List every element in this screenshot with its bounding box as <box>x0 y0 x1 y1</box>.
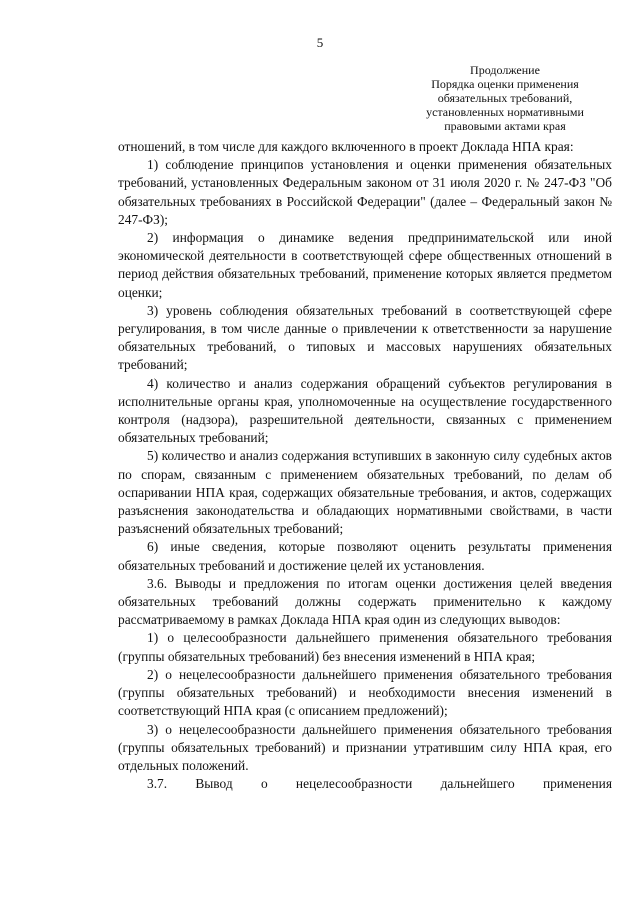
list-item-5: 5) количество и анализ содержания вступивших в законную силу судебных актов по спорам, связанным с применением обязательных требований, по делам об оспаривании НПА края, содержащих обязательные требования, и актов, содержащих разъяснения законодательства и обладающих нормативными свойствами, в части разъяснений обязательных требований; <box>118 448 612 537</box>
section-3-6: 3.6. Выводы и предложения по итогам оценки достижения целей введения обязательных требований должны содержать применительно к каждому рассматриваемому в рамках Доклада НПА края один из следующих выводов: <box>118 575 612 628</box>
header-note-line: обязательных требований, <box>437 91 573 105</box>
list-item-3: 3) уровень соблюдения обязательных требований в соответствующей сфере регулирования, в том числе данные о привлечении к ответственности за нарушение обязательных требований, о типовых и массовых нарушениях обязательных требований; <box>118 302 612 373</box>
list-item-2: 2) информация о динамике ведения предпринимательской или иной экономической деятельности в соответствующей сфере общественных отношений в период действия обязательных требований, применение которых является предметом оценки; <box>118 230 612 300</box>
list-item-4: 4) количество и анализ содержания обращений субъектов регулирования в исполнительные органы края, уполномоченные на осуществление государственного контроля (надзора), разрешительной деятельности, связанных с применением обязательных требований; <box>118 375 612 446</box>
header-note-line: установленных нормативными <box>426 105 584 119</box>
paragraph-continuation: отношений, в том числе для каждого включенного в проект Доклада НПА края: <box>118 139 574 154</box>
header-note-line: правовыми актами края <box>444 119 566 133</box>
conclusion-item-1: 1) о целесообразности дальнейшего применения обязательного требования (группы обязательных требований) без внесения изменений в НПА края; <box>118 630 612 664</box>
list-item-1: 1) соблюдение принципов установления и оценки применения обязательных требований, установленных Федеральным законом от 31 июля 2020 г. № 247-ФЗ "Об обязательных требованиях в Российской Федерации" (далее – Федеральный закон № 247-ФЗ); <box>118 157 612 227</box>
header-note-line: Продолжение <box>470 63 540 77</box>
list-item-6: 6) иные сведения, которые позволяют оценить результаты применения обязательных требований и достижение целей их установления. <box>118 539 612 573</box>
header-note-line: Порядка оценки применения <box>431 77 579 91</box>
page-number: 5 <box>316 35 324 50</box>
conclusion-item-3: 3) о нецелесообразности дальнейшего применения обязательного требования (группы обязательных требований) и признании утратившим силу НПА края, его отдельных положений. <box>118 721 612 773</box>
section-3-7: 3.7. Вывод о нецелесообразности дальнейшего применения <box>147 776 612 792</box>
header-note <box>400 63 610 133</box>
conclusion-item-2: 2) о нецелесообразности дальнейшего применения обязательного требования (группы обязательных требований) и необходимости внесения изменений в соответствующий НПА края (с описанием предложений); <box>118 666 612 719</box>
document-body <box>118 138 612 793</box>
